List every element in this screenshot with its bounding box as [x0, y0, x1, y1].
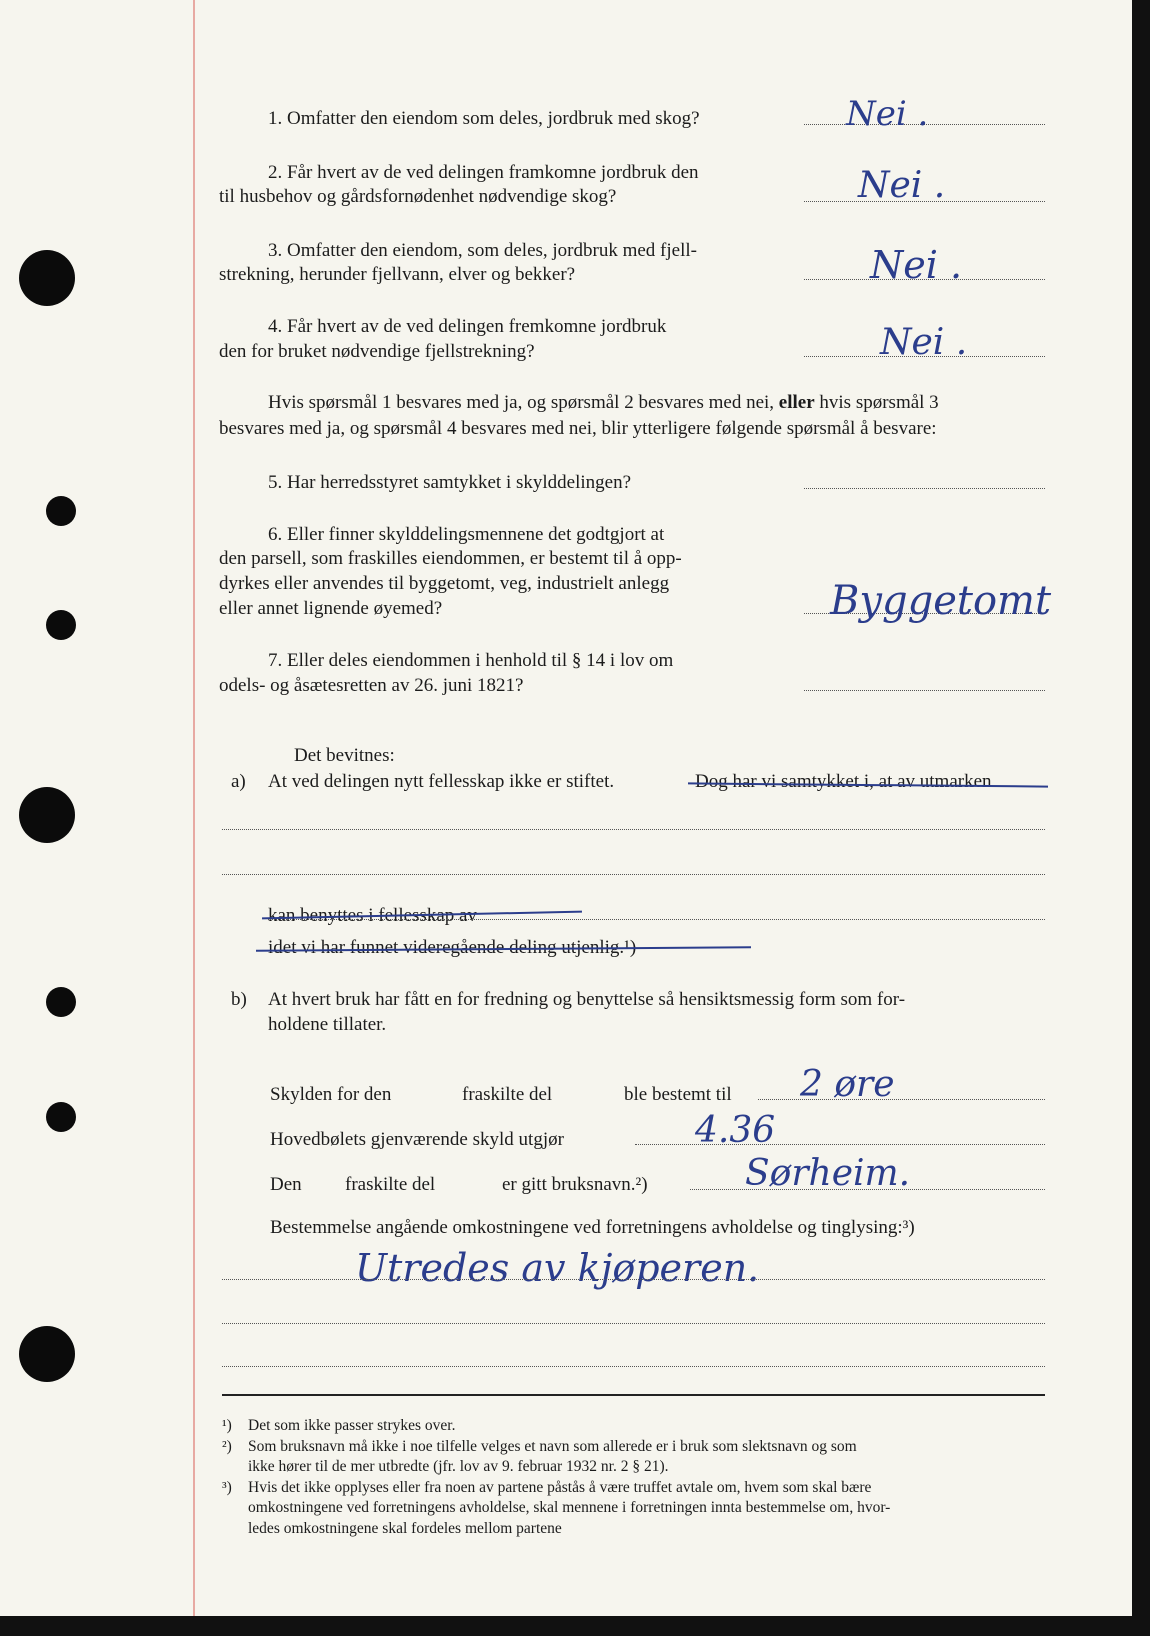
- punch-hole: [46, 496, 76, 526]
- den-label-b: fraskilte del: [345, 1174, 436, 1195]
- skylden-value: 2 øre: [800, 1064, 895, 1105]
- blank-line: [222, 1279, 1045, 1280]
- question-2-line2: til husbehov og gårdsfornødenhet nødvendige skog?: [219, 186, 617, 207]
- question-6-line2: den parsell, som fraskilles eiendommen, er bestemt til å opp-: [219, 548, 682, 569]
- skylden-label-a: Skylden for den: [270, 1084, 392, 1105]
- struck-line-2: kan benyttes i fellesskap av: [268, 905, 477, 926]
- footnote-3-line2: omkostningene ved forretningens avholdelse, skal mennene i forretningen innta bestemmelse om, hvor-: [248, 1499, 891, 1516]
- blank-line: [222, 874, 1045, 875]
- conditional-line1: [268, 392, 939, 414]
- question-7-line1: 7. Eller deles eiendommen i henhold til § 14 i lov om: [268, 650, 674, 671]
- attest-a-struck: Dog har vi samtykket i, at av utmarken: [695, 771, 992, 792]
- answer-2: Nei .: [858, 165, 946, 206]
- bestemmelse-value: Utredes av kjøperen.: [355, 1246, 760, 1290]
- footnote-rule: [222, 1394, 1045, 1396]
- attest-b-line2: holdene tillater.: [268, 1014, 387, 1035]
- struck-line-3: idet vi har funnet videregående deling utjenlig.¹): [268, 937, 637, 958]
- question-4-line2: den for bruket nødvendige fjellstrekning?: [219, 341, 535, 362]
- attest-b-label: b): [231, 989, 247, 1010]
- blank-line: [222, 1323, 1045, 1324]
- answer-6: Byggetomt: [830, 578, 1052, 624]
- punch-hole: [19, 250, 75, 306]
- hovedbol-value: 4.36: [695, 1110, 776, 1151]
- punch-hole: [19, 1326, 75, 1382]
- blank-line: [268, 919, 1045, 920]
- answer-4: Nei .: [880, 322, 968, 363]
- footnote-1-mark: ¹): [222, 1417, 232, 1434]
- punch-hole: [46, 610, 76, 640]
- answer-1: Nei .: [846, 94, 929, 134]
- hovedbol-label: Hovedbølets gjenværende skyld utgjør: [270, 1129, 564, 1150]
- margin-rule: [193, 0, 195, 1616]
- question-6-line4: eller annet lignende øyemed?: [219, 598, 443, 619]
- question-6-line3: dyrkes eller anvendes til byggetomt, veg, industrielt anlegg: [219, 573, 670, 594]
- question-6-line1: 6. Eller finner skylddelingsmennene det godtgjort at: [268, 524, 665, 545]
- den-label-a: Den: [270, 1174, 302, 1195]
- question-4-line1: 4. Får hvert av de ved delingen fremkomne jordbruk: [268, 316, 667, 337]
- conditional-line2: besvares med ja, og spørsmål 4 besvares med nei, blir ytterligere følgende spørsmål å besvare:: [219, 418, 937, 439]
- question-5: 5. Har herredsstyret samtykket i skylddelingen?: [268, 472, 632, 493]
- punch-hole: [46, 987, 76, 1017]
- footnote-3-line1: Hvis det ikke opplyses eller fra noen av partene påstås å være truffet avtale om, hvem som skal bære: [248, 1479, 872, 1496]
- blank-line: [222, 1366, 1045, 1367]
- question-3-line1: 3. Omfatter den eiendom, som deles, jordbruk med fjell-: [268, 240, 697, 261]
- blank-line: [222, 829, 1045, 830]
- footnote-3-mark: ³): [222, 1479, 232, 1496]
- footnote-2-mark: ²): [222, 1438, 232, 1455]
- question-2-line1: 2. Får hvert av de ved delingen framkomne jordbruk den: [268, 162, 699, 183]
- bestemmelse-label: Bestemmelse angående omkostningene ved forretningens avholdelse og tinglysing:³): [270, 1217, 915, 1238]
- question-7-line2: odels- og åsætesretten av 26. juni 1821?: [219, 675, 524, 696]
- question-1: 1. Omfatter den eiendom som deles, jordbruk med skog?: [268, 108, 700, 129]
- answer-line: [804, 488, 1045, 489]
- answer-3: Nei .: [870, 243, 963, 287]
- conditional-text-a: Hvis spørsmål 1 besvares med ja, og spørsmål 2 besvares med nei,: [268, 392, 775, 413]
- attest-a-label: a): [231, 771, 246, 792]
- punch-hole: [46, 1102, 76, 1132]
- question-3-line2: strekning, herunder fjellvann, elver og bekker?: [219, 264, 576, 285]
- bruksnavn-value: Sørheim.: [745, 1153, 911, 1194]
- skylden-label-c: ble bestemt til: [624, 1084, 732, 1105]
- den-label-c: er gitt bruksnavn.²): [502, 1174, 648, 1195]
- answer-line: [804, 690, 1045, 691]
- footnote-1-line1: Det som ikke passer strykes over.: [248, 1417, 456, 1434]
- footnote-2-line1: Som bruksnavn må ikke i noe tilfelle velges et navn som allerede er i bruk som slektsnavn og som: [248, 1438, 857, 1455]
- attest-heading: Det bevitnes:: [294, 745, 395, 766]
- conditional-text-bold: eller: [778, 392, 815, 413]
- attest-b-line1: At hvert bruk har fått en for fredning og benyttelse så hensiktsmessig form som for-: [268, 989, 906, 1010]
- punch-hole: [19, 787, 75, 843]
- skylden-label-b: fraskilte del: [462, 1084, 553, 1105]
- footnote-2-line2: ikke hører til de mer utbredte (jfr. lov av 9. februar 1932 nr. 2 § 21).: [248, 1458, 669, 1475]
- footnote-3-line3: ledes omkostningene skal fordeles mellom partene: [248, 1520, 562, 1537]
- conditional-text-b: hvis spørsmål 3: [819, 392, 939, 413]
- attest-a-text: At ved delingen nytt fellesskap ikke er stiftet.: [268, 771, 615, 792]
